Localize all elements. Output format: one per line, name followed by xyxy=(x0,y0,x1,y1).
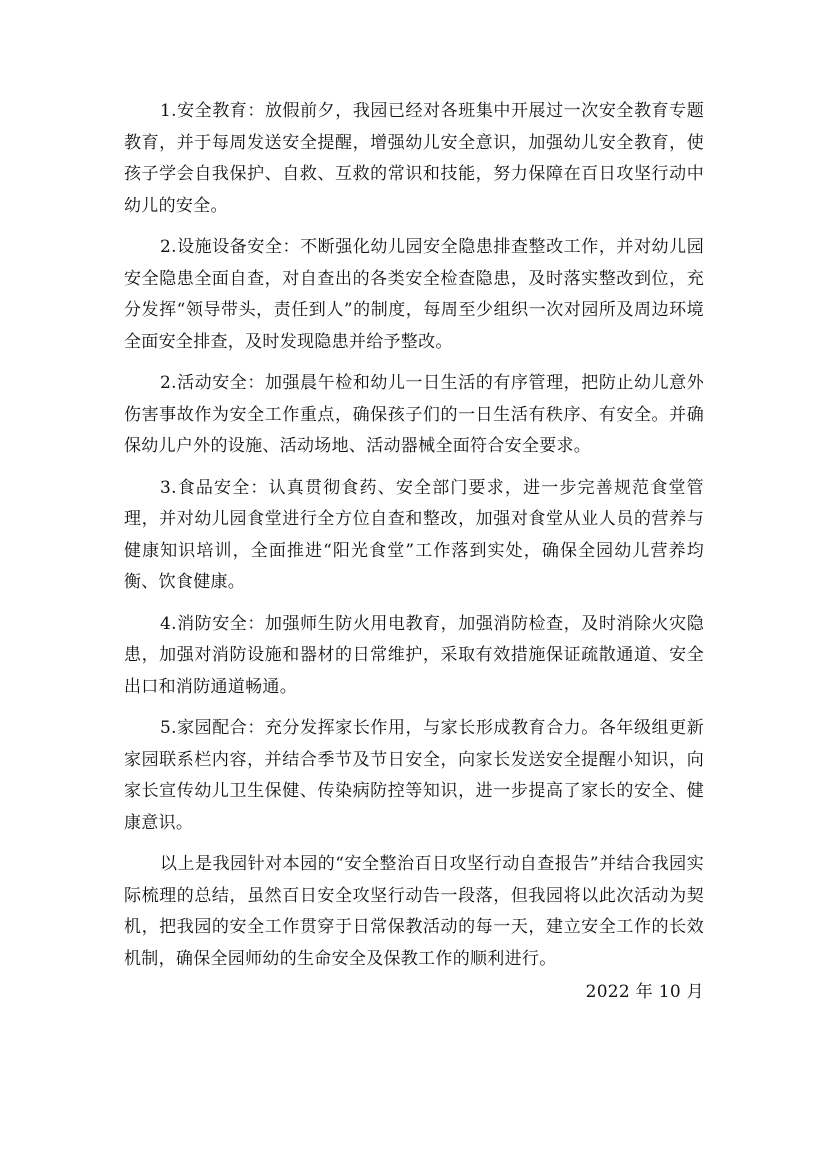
document-body xyxy=(124,96,704,975)
paragraph-facility-safety: 2.设施设备安全：不断强化幼儿园安全隐患排查整改工作，并对幼儿园安全隐患全面自查，对自查出的各类安全检查隐患，及时落实整改到位，充分发挥“领导带头，责任到人”的制度，每周至少组织一次对园所及周边环境全面安全排查，及时发现隐患并给予整改。 xyxy=(124,237,704,352)
paragraph-fire-safety: 4.消防安全：加强师生防火用电教育，加强消防检查，及时消除火灾隐患，加强对消防设施和器材的日常维护，采取有效措施保证疏散通道、安全出口和消防通道畅通。 xyxy=(124,613,704,697)
paragraph-conclusion: 以上是我园针对本园的“安全整治百日攻坚行动自查报告”并结合我园实际梳理的总结，虽然百日安全攻坚行动告一段落，但我园将以此次活动为契机，把我园的安全工作贯穿于日常保教活动的每一天，建立安全工作的长效机制，确保全园师幼的生命安全及保教工作的顺利进行。 xyxy=(124,854,704,969)
paragraph-home-school-cooperation: 5.家园配合：充分发挥家长作用，与家长形成教育合力。各年级组更新家园联系栏内容，并结合季节及节日安全，向家长发送安全提醒小知识，向家长宣传幼儿卫生保健、传染病防控等知识，进一步提高了家长的安全、健康意识。 xyxy=(124,718,704,833)
paragraph-safety-education: 1.安全教育：放假前夕，我园已经对各班集中开展过一次安全教育专题教育，并于每周发送安全提醒，增强幼儿安全意识，加强幼儿安全教育，使孩子学会自我保护、自救、互救的常识和技能，努力保障在百日攻坚行动中幼儿的安全。 xyxy=(124,101,704,216)
paragraph-activity-safety: 2.活动安全：加强晨午检和幼儿一日生活的有序管理，把防止幼儿意外伤害事故作为安全工作重点，确保孩子们的一日生活有秩序、有安全。并确保幼儿户外的设施、活动场地、活动器械全面符合安全要求。 xyxy=(124,373,704,456)
paragraph-food-safety: 3.食品安全：认真贯彻食药、安全部门要求，进一步完善规范食堂管理，并对幼儿园食堂进行全方位自查和整改，加强对食堂从业人员的营养与健康知识培训，全面推进“阳光食堂”工作落到实处，确保全园幼儿营养均衡、饮食健康。 xyxy=(124,477,704,592)
document-date: 2022 年 10 月 xyxy=(585,982,704,1002)
